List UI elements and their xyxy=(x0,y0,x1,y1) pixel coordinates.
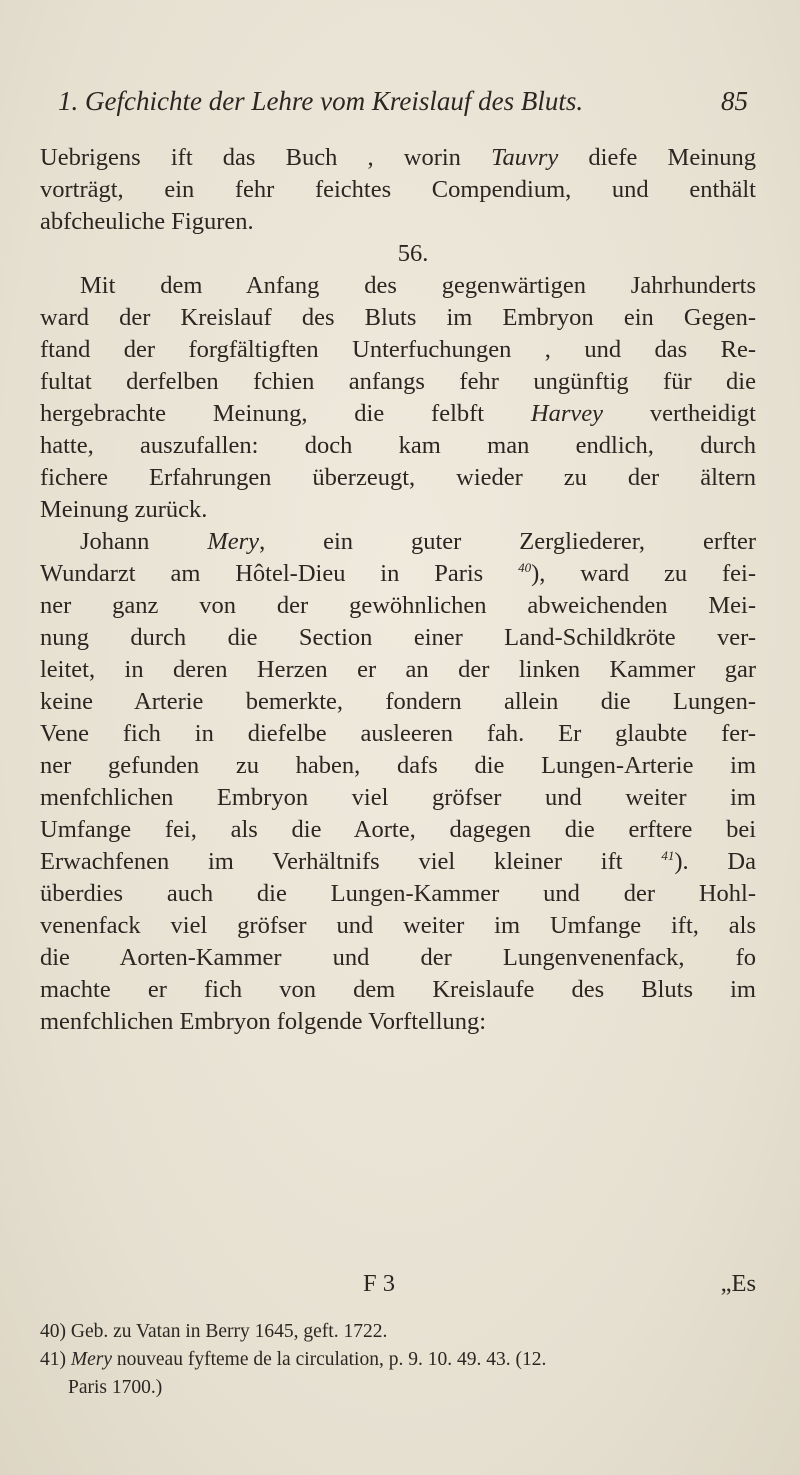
text-line: Erwachfenen im Verhältnifs viel kleiner ift $^{41}$). Da xyxy=(40,847,756,875)
body-text xyxy=(40,142,756,1038)
person-name: Tauvry xyxy=(491,144,559,171)
text-line: Johann Mery, ein guter Zergliederer, erfter xyxy=(80,528,756,555)
text-line: Umfange fei, als die Aorte, dagegen die erftere bei xyxy=(40,816,756,843)
footnote xyxy=(40,1346,756,1374)
footnote-continuation: Paris 1700.) xyxy=(68,1377,163,1398)
footnote-ref: 40 xyxy=(518,559,532,575)
text-line: vorträgt, ein fehr feichtes Compendium, und enthält xyxy=(40,176,756,203)
footnote-ref: 41 xyxy=(661,847,675,863)
text-line: menfchlichen Embryon viel gröfser und weiter im xyxy=(40,784,756,811)
footnote-number: 40) xyxy=(40,1321,66,1342)
text-line: fultat derfelben fchien anfangs fehr ungünftig für die xyxy=(40,368,756,395)
text-line: fichere Erfahrungen überzeugt, wieder zu der ältern xyxy=(40,464,756,491)
person-name: Mery xyxy=(207,528,260,555)
text-line: ner ganz von der gewöhnlichen abweichenden Mei- xyxy=(40,592,756,619)
text-line: Vene fich in diefelbe ausleeren fah. Er glaubte fer- xyxy=(40,720,756,747)
text-line: ward der Kreislauf des Bluts im Embryon ein Gegen- xyxy=(40,304,756,331)
footnote-text: nouveau fyfteme de la circulation, p. 9. 10. 49. 43. (12. xyxy=(116,1349,547,1370)
text-line: nung durch die Section einer Land-Schildkröte ver- xyxy=(40,624,756,651)
text-line: die Aorten-Kammer und der Lungenvenenfack, fo xyxy=(40,944,756,971)
text-line: keine Arterie bemerkte, fondern allein die Lungen- xyxy=(40,688,756,715)
footnote-number: 41) xyxy=(40,1349,66,1370)
text-line: venenfack viel gröfser und weiter im Umfange ift, als xyxy=(40,912,756,939)
running-title: 1. Gefchichte der Lehre vom Kreislauf des Bluts. xyxy=(58,86,584,116)
text-line: menfchlichen Embryon folgende Vorftellung: xyxy=(40,1008,487,1035)
text-line: abfcheuliche Figuren. xyxy=(40,208,254,235)
running-head xyxy=(58,86,748,126)
text-line: leitet, in deren Herzen er an der linken Kammer gar xyxy=(40,656,756,683)
person-name: Harvey xyxy=(530,400,604,427)
signature-mark: F 3 xyxy=(363,1270,396,1297)
text-line: Meinung zurück. xyxy=(40,496,208,523)
text-line: hatte, auszufallen: doch kam man endlich, durch xyxy=(40,432,756,459)
footnote-text: Geb. zu Vatan in Berry 1645, geft. 1722. xyxy=(70,1321,388,1342)
person-name: Mery xyxy=(70,1349,113,1370)
text-line: machte er fich von dem Kreislaufe des Bluts im xyxy=(40,976,756,1003)
catchword: „Es xyxy=(720,1270,756,1297)
text-line: hergebrachte Meinung, die felbft Harvey vertheidigt xyxy=(40,400,756,427)
text-line: Wundarzt am Hôtel-Dieu in Paris $^{40}$), ward zu fei- xyxy=(40,559,756,587)
page-number: 85 xyxy=(721,86,748,116)
page-footer-line xyxy=(40,1270,756,1306)
text-line: ner gefunden zu haben, dafs die Lungen-Arterie im xyxy=(40,752,756,779)
footnote xyxy=(40,1318,756,1346)
section-number: 56. xyxy=(397,240,429,267)
footnotes xyxy=(40,1318,756,1402)
text-line: ftand der forgfältigften Unterfuchungen , und das Re- xyxy=(40,336,756,363)
text-line: Mit dem Anfang des gegenwärtigen Jahrhunderts xyxy=(80,272,756,299)
text-line: überdies auch die Lungen-Kammer und der Hohl- xyxy=(40,880,756,907)
text-line: Uebrigens ift das Buch , worin Tauvry diefe Meinung xyxy=(40,144,756,171)
